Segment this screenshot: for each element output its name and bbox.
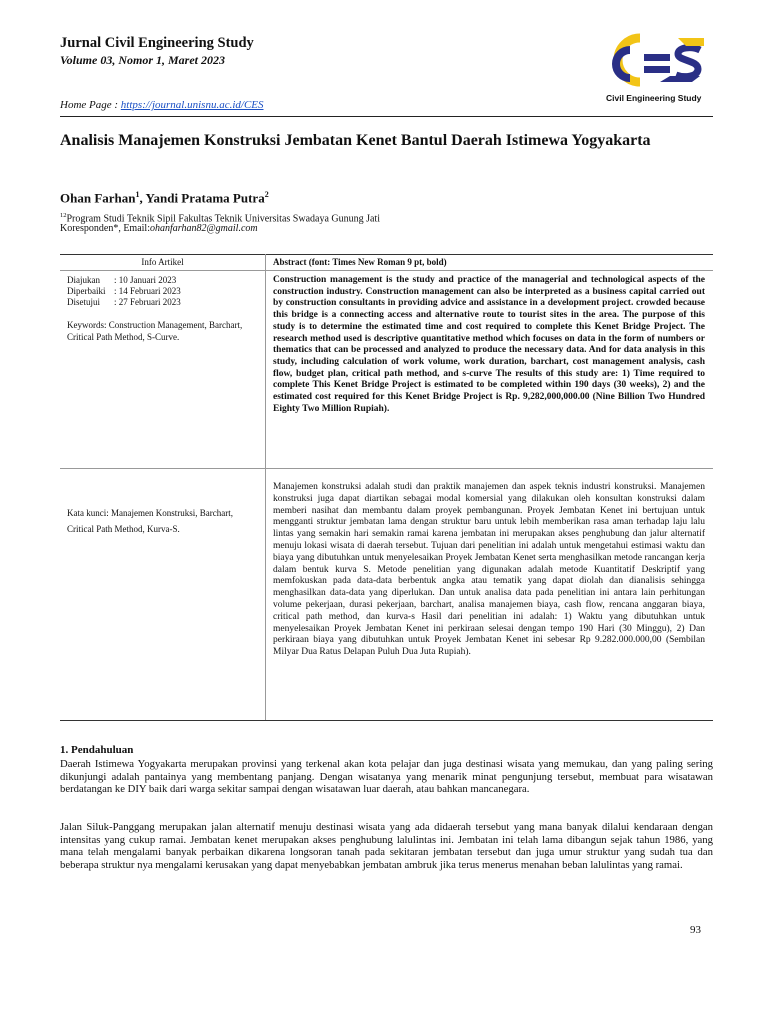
logo-caption: Civil Engineering Study: [606, 93, 702, 103]
info-table-header-rule: [60, 270, 713, 271]
abstract-english: Construction management is the study and practice of the managerial and technological aspects of the construction industry. Construction management can also be interpreted as a business capital carried out by construction consultants in providing advice and assistance in a development project. crowded because this bridge is a connecting access and alternative route to tourist sites in the area. The purpose of this study is to determine the estimated time and cost required to complete this Kenet Bridge Project. The research method used is descriptive quantitative method which focuses on data in the form of numbers or thematics that can be processed and analyzed to produce the necessary data. And for data analysis in this study, including calculation of work volume, work duration, barchart, cost management analysis, cash flow, budget plan, critical path method, and s-curve The results of this study are: 1) Time required to complete This Kenet Bridge Project is estimated to be completed within 190 days (30 weeks), 2) and the estimated cost required for this Kenet Bridge Project is Rp. 9,282,000,000.00 (Nine Billion Two Hundred Eighty Two Million Rupiah).: [273, 275, 705, 414]
date-label: Diperbaiki: [67, 286, 106, 296]
author-2-affiliation-mark: 2: [264, 190, 269, 199]
journal-volume: Volume 03, Nomor 1, Maret 2023: [60, 53, 226, 67]
info-table-bottom-rule: [60, 720, 713, 721]
date-value: : 10 Januari 2023: [114, 275, 177, 285]
info-table-column-divider: [265, 254, 266, 720]
info-table-top-rule: [60, 254, 713, 255]
correspondence-email[interactable]: ohanfarhan82@gmail.com: [149, 223, 258, 234]
header-rule: [60, 116, 713, 117]
date-label: Diajukan: [67, 275, 100, 285]
authors: [60, 190, 269, 206]
date-submitted: [67, 275, 176, 285]
correspondence-label: Koresponden*, Email:: [60, 223, 150, 234]
date-revised: [67, 286, 181, 296]
paper-title: Analisis Manajemen Konstruksi Jembatan Kenet Bantul Daerah Istimewa Yogyakarta: [60, 132, 651, 149]
date-value: : 27 Februari 2023: [114, 297, 181, 307]
keywords-indonesian: Kata kunci: Manajemen Konstruksi, Barchart, Critical Path Method, Kurva-S.: [67, 508, 233, 534]
info-table-middle-rule: [60, 468, 713, 469]
author-1-affiliation-mark: 1: [135, 190, 140, 199]
body-paragraph: Jalan Siluk-Panggang merupakan jalan alternatif menuju destinasi wisata yang ada didaerah tersebut yang mana banyak dilalui kendaraan dengan intensitas yang cukup ramai. Jembatan kenet merupakan akses penghubung lalulintas ini. Jembatan ini telah lama dibangun sejak tahun 1986, yang mana telah mengalami banyak perbaikan dikarena longsoran tanah pada sekitaran jembatan tersebut dan juga umur struktur yang sudah tua dan beberapa struktur nya mengalami kerusakan yang dapat menyebabkan jembatan ambruk jika terus menerus menahan beban lalulintas yang ramai.: [60, 821, 713, 872]
correspondence: [60, 222, 258, 235]
affiliation-mark: 12: [60, 212, 67, 219]
author-1: Ohan Farhan: [60, 190, 136, 206]
abstract-heading: Abstract (font: Times New Roman 9 pt, bold): [273, 257, 447, 267]
keywords-english: Keywords: Construction Management, Barchart, Critical Path Method, S-Curve.: [67, 320, 243, 342]
homepage-line: [60, 99, 264, 111]
article-info-heading: Info Artikel: [141, 257, 184, 267]
homepage-link[interactable]: https://journal.unisnu.ac.id/CES: [120, 99, 264, 111]
author-2: Yandi Pratama Putra: [145, 190, 265, 206]
journal-title: Jurnal Civil Engineering Study: [60, 35, 254, 51]
section-heading-introduction: 1. Pendahuluan: [60, 744, 134, 756]
homepage-label: Home Page :: [60, 99, 121, 111]
abstract-indonesian: Manajemen konstruksi adalah studi dan praktik manajemen dan aspek teknis industri konstruksi. Manajemen konstruksi juga dapat diartikan sebagai modal komersial yang dilakukan oleh konsultan konstruksi dalam memberi nasihat dan membantu dalam proyek pembangunan. Proyek Jembatan Kenet ini bertujuan untuk mengganti struktur jembatan lama dengan struktur baru untuk lebih memberikan rasa aman terhadap laju lalu lintas yang semakin hari semakin ramai karena jembatan ini merupakan akses penghubung dan jalur alternatif menuju lokasi wisata di daerah tersebut. Tujuan dari penelitian ini adalah untuk mengetahui estimasi waktu dan biaya yang dibutuhkan untuk menyelesaikan Proyek Jembatan Kenet serta menghasilkan metode rancangan kerja dalam bentuk kurva S. Metode penelitian yang digunakan adalah metode Kuantitatif Deskriptif yang memfokuskan pada data-data berbentuk angka atau tematik yang dapat diolah dan dianalisis sehingga menghasilkan data-data yang diperlukan. Dan untuk analisa data pada penelitian ini antara lain perhitungan volume pekerjaan, durasi pekerjaan, barchart, analisa manajemen biaya, cash flow, rencana anggaran biaya, critical path method, dan kurva-s Hasil dari penelitian ini adalah: 1) Waktu yang dibutuhkan untuk menyelesaikan Proyek Jembatan Kenet ini perkiraan selesai dengan tempo 190 Hari (30 Minggu), 2) Dan perkiraan biaya yang dibutuhkan untuk Proyek Jembatan Kenet ini sebesar Rp 9.282.000.000,00 (Sembilan Milyar Dua Ratus Delapan Puluh Dua Juta Rupiah).: [273, 482, 705, 658]
body-paragraph: Daerah Istimewa Yogyakarta merupakan provinsi yang terkenal akan kota pelajar dan juga destinasi wisata yang memukau, dan yang paling sering dikunjungi adalah pantainya yang membentang panjang. Dengan wisatanya yang menarik minat pengunjung tersebut, membuat para wisatawan berdatangan ke DIY baik dari warga sekitar sampai dengan wisatawan luar daerah, atau bahkan mancanegara.: [60, 758, 713, 796]
page-number: 93: [690, 924, 701, 936]
date-label: Disetujui: [67, 297, 100, 307]
date-accepted: [67, 297, 181, 307]
author-separator: ,: [139, 190, 146, 206]
date-value: : 14 Februari 2023: [114, 286, 181, 296]
affiliation-text: Program Studi Teknik Sipil Fakultas Teknik Universitas Swadaya Gunung Jati: [66, 213, 380, 225]
